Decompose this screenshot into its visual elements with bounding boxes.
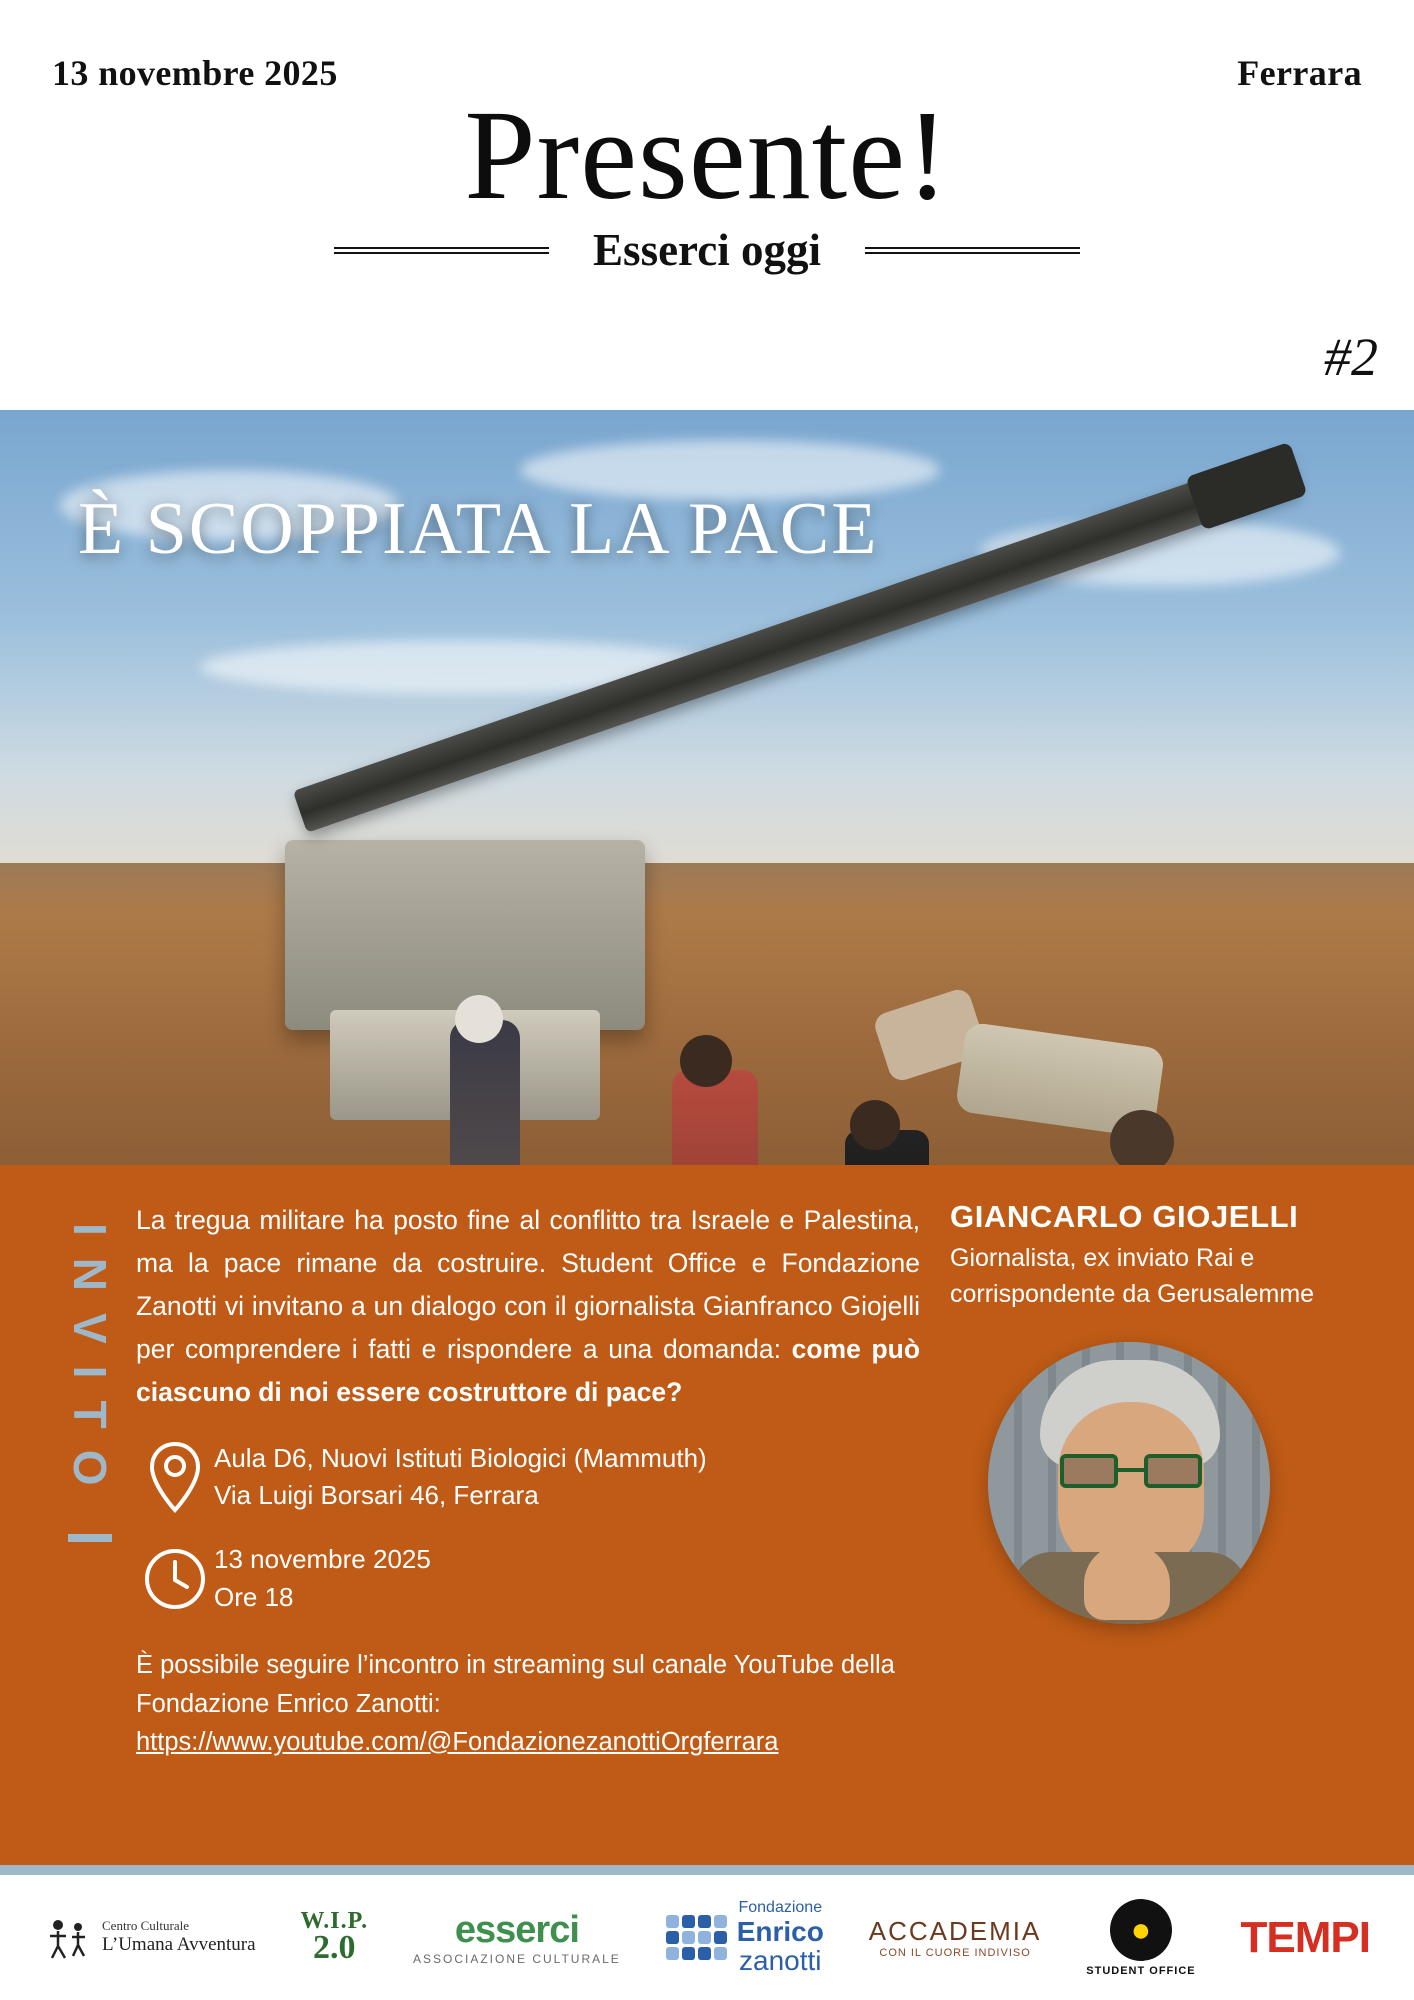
youtube-link[interactable]: https://www.youtube.com/@FondazionezanottiOrgferrara (136, 1727, 779, 1756)
location-text (214, 1440, 707, 1515)
hero-image (0, 410, 1414, 1165)
logo-esserci-line2: ASSOCIAZIONE CULTURALE (412, 1952, 621, 1966)
invito-label: INVITO (64, 1223, 116, 1508)
figure-boy-red-head (680, 1035, 732, 1087)
lead-question: come può ciascuno di noi essere costruttore di pace? (136, 1333, 921, 1407)
speaker-name: GIANCARLO GIOJELLI (950, 1199, 1299, 1234)
issue-number: #2 (1324, 327, 1378, 387)
masthead-subtitle: Esserci oggi (593, 225, 821, 276)
sponsor-footer (0, 1865, 1414, 2000)
datetime-text (214, 1541, 431, 1616)
lead-paragraph (136, 1199, 920, 1414)
page-title: Presente! (464, 84, 950, 226)
invito-dash (68, 1534, 112, 1542)
logo-wip-line1: W.I.P. (300, 1908, 369, 1934)
logo-fondazione-zanotti (666, 1900, 824, 1976)
logo-umana-avventura (44, 1916, 256, 1960)
header-date: 13 novembre 2025 (52, 53, 338, 93)
location-row (136, 1440, 920, 1515)
figure-boy-black-head (850, 1100, 900, 1150)
header-meta-row (52, 0, 1362, 94)
logo-zanotti-line1: Fondazione (738, 1898, 823, 1916)
event-time: Ore 18 (214, 1581, 294, 1612)
speaker-card (940, 1199, 1370, 1855)
figure-boy-hanging-head (1110, 1110, 1174, 1165)
divider-right (865, 247, 1080, 254)
logo-zanotti-line2: Enrico (736, 1915, 824, 1947)
invito-rail (44, 1199, 136, 1855)
masthead (52, 84, 1362, 276)
streaming-text: È possibile seguire l’incontro in streaming sul canale YouTube della Fondazione Enrico Zanotti: (136, 1651, 895, 1718)
location-pin-icon (136, 1441, 214, 1513)
logo-accademia-line1: ACCADEMIA (868, 1916, 1042, 1946)
logo-wip-line2: 2.0 (313, 1929, 356, 1966)
speaker-role: Giornalista, ex inviato Rai e corrispondente da Gerusalemme (950, 1244, 1315, 1308)
logo-tempi: TEMPI (1240, 1912, 1370, 1962)
invite-section (0, 1165, 1414, 1865)
speaker-portrait (988, 1342, 1270, 1624)
portrait-hand (1084, 1544, 1170, 1620)
invite-body (136, 1199, 940, 1855)
logo-student-office-label: STUDENT OFFICE (1086, 1964, 1196, 1977)
clock-icon (136, 1547, 214, 1611)
hero-headline: È SCOPPIATA LA PACE (78, 488, 879, 570)
logo-wip (300, 1908, 368, 1967)
logo-student-office (1086, 1899, 1195, 1977)
walking-figures-icon (44, 1916, 94, 1960)
divider-left (334, 247, 549, 254)
event-date: 13 novembre 2025 (214, 1543, 431, 1574)
masthead-subtitle-row (52, 224, 1362, 276)
logo-esserci-line1: esserci (454, 1909, 579, 1951)
logo-esserci (413, 1909, 621, 1966)
logo-umana-line2: L’Umana Avventura (102, 1933, 256, 1955)
logo-zanotti-line3: zanotti (739, 1944, 822, 1976)
streaming-note (136, 1646, 920, 1761)
masthead-header (0, 0, 1414, 410)
logo-accademia (869, 1916, 1042, 1959)
running-person-icon: ● (1110, 1899, 1172, 1961)
figure-girl-head (455, 995, 503, 1043)
zanotti-dots-icon (666, 1915, 727, 1960)
lead-text: La tregua militare ha posto fine al conflitto tra Israele e Palestina, ma la pace rimane da costruire. Student Office e Fondazione Zanotti vi invitano a un dialogo con il giornalista Gianfranco Giojelli per comprendere i fatti e rispondere a una domanda: (136, 1205, 920, 1364)
logo-accademia-line2: CON IL CUORE INDIVISO (879, 1947, 1031, 1959)
location-line-1: Aula D6, Nuovi Istituti Biologici (Mammuth) (214, 1442, 707, 1473)
portrait-glasses (1060, 1454, 1202, 1488)
location-line-2: Via Luigi Borsari 46, Ferrara (214, 1480, 539, 1511)
logo-umana-line1: Centro Culturale (102, 1918, 190, 1934)
datetime-row (136, 1541, 920, 1616)
header-place: Ferrara (1237, 53, 1362, 93)
